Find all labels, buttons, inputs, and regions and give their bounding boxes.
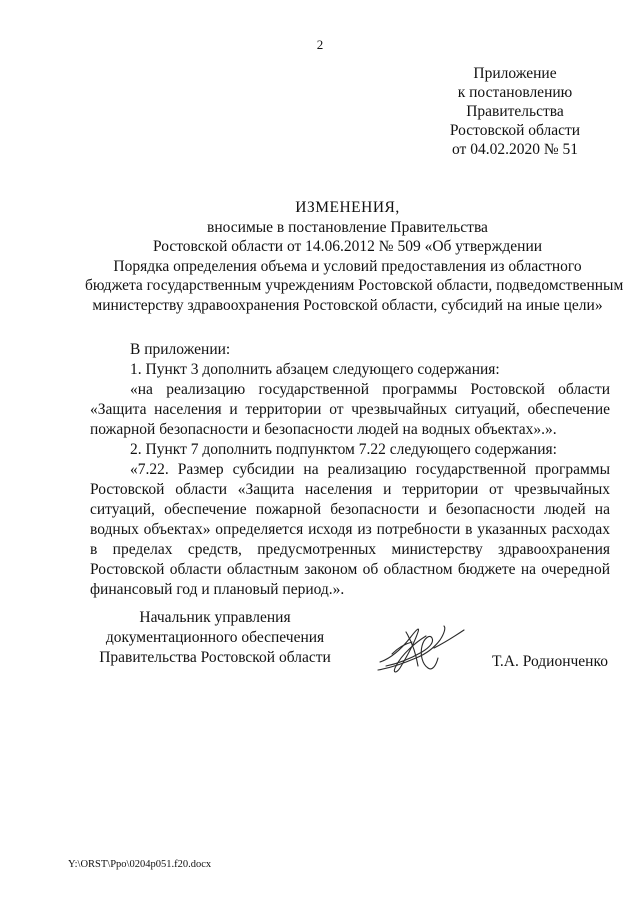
position-line: Начальник управления — [139, 609, 291, 626]
heading-line: вносимые в постановление Правительства — [207, 218, 488, 236]
body-paragraph: В приложении: — [130, 341, 231, 358]
appendix-line: Приложение — [473, 65, 557, 82]
document-body — [90, 340, 610, 600]
appendix-line: к постановлению — [457, 84, 573, 101]
body-paragraph: «на реализацию государственной программы Ростовской области «Защита населения и территории от чрезвычайных ситуаций, обеспечение пожарной безопасности и безопасности людей на водных объектах».». — [90, 381, 610, 438]
handwritten-signature — [372, 618, 472, 680]
body-paragraph: 1. Пункт 3 дополнить абзацем следующего содержания: — [130, 361, 500, 378]
signatory-position — [90, 608, 340, 668]
position-line: документационного обеспечения — [105, 629, 325, 646]
document-heading — [85, 198, 624, 315]
appendix-line: Правительства — [466, 103, 564, 120]
body-paragraph: «7.22. Размер субсидии на реализацию государственной программы Ростовской области «Защита населения и территории от чрезвычайных ситуаций, обеспечение пожарной безопасности и безопасности людей на водных объектах» определяется исходя из потребности в указанных расходах в пределах средств, предусмотренных министерству здравоохранения Ростовской области областным законом об областном бюджете на очередной финансовый год и плановый период.». — [90, 461, 610, 598]
appendix-line: от 04.02.2020 № 51 — [452, 141, 578, 158]
signer-name: Т.А. Родионченко — [492, 653, 608, 670]
page-number: 2 — [316, 37, 324, 52]
appendix-block — [430, 64, 600, 159]
body-paragraph: 2. Пункт 7 дополнить подпунктом 7.22 следующего содержания: — [130, 441, 557, 458]
heading-title: ИЗМЕНЕНИЯ, — [295, 199, 400, 216]
heading-line: министерству здравоохранения Ростовской области, субсидий на иные цели» — [92, 296, 603, 314]
heading-line: Порядка определения объема и условий предоставления из областного — [113, 257, 582, 275]
file-path: Y:\ORST\Ppo\0204p051.f20.docx — [68, 859, 212, 870]
heading-line: бюджета государственным учреждениям Ростовской области, подведомственным — [85, 277, 624, 294]
appendix-line: Ростовской области — [449, 122, 581, 139]
position-line: Правительства Ростовской области — [99, 649, 331, 666]
heading-line: Ростовской области от 14.06.2012 № 509 «Об утверждении — [152, 238, 543, 255]
